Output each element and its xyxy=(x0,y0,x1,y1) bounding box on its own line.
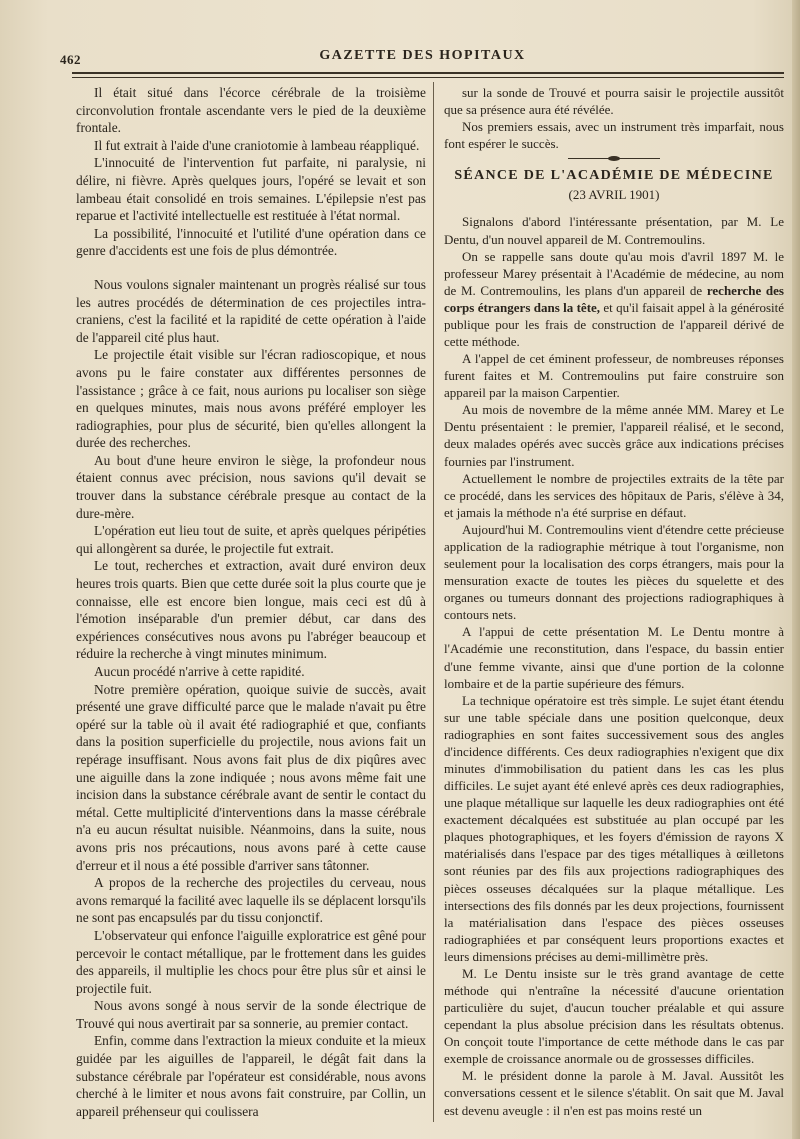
paragraph: Il fut extrait à l'aide d'une craniotomie à lambeau réappliqué. xyxy=(94,137,420,153)
paragraph: Aujourd'hui M. Contremoulins vient d'étendre cette précieuse application de la radiographie métrique à tout l'organisme, non seulement pour la localisation des corps étrangers, mais pour la mensuration exacte de toutes les pièces du squelette et des organes ou tumeurs donnant des projections radiographiques à contours nets. xyxy=(444,521,784,623)
paragraph: Actuellement le nombre de projectiles extraits de la tête par ce procédé, dans les services des hôpitaux de Paris, s'élève à 34, et jamais la méthode n'a été surprise en défaut. xyxy=(444,470,784,520)
paragraph: Notre première opération, quoique suivie de succès, avait présenté une grave difficulté parce que le malade n'avait pu être opéré sur la table où il avait été radiographié et que, confiants dans la position superficielle du projectile, nous avions fait un repérage insuffisant. Nous avons fait plus de dix piqûres avec une aiguille dans la zone indiquée ; nous avons même fait une incision dans la substance cérébrale avant de sentir le contact du métal. Cette multiplicité d'interventions dans la masse cérébrale n'a eu aucun résultat nuisible. Néanmoins, dans la suite, nous avons pris nos précautions, nous avons paré à cette cause d'erreur et il nous a été possible d'arriver sans tâtonner. xyxy=(76,681,426,873)
paragraph: Au mois de novembre de la même année MM. Marey et Le Dentu présentaient : le premier, l'appareil réalisé, et le second, deux malades opérés avec succès grâce aux indications précises fournies par l'instrument. xyxy=(444,402,784,469)
paragraph: L'opération eut lieu tout de suite, et après quelques péripéties qui allongèrent sa durée, le projectile fut extrait. xyxy=(76,523,426,556)
section-date: (23 AVRIL 1901) xyxy=(568,187,660,203)
paragraph: La possibilité, l'innocuité et l'utilité d'une opération dans ce genre d'accidents est une fois de plus démontrée. xyxy=(76,225,426,259)
paragraph: Le tout, recherches et extraction, avait duré environ deux heures trois quarts. Bien que cette durée soit la plus courte que je connaisse, elle est encore bien longue, mais ceci est dû à l'émotion inséparable d'un premier début, car dans des expériences consécutives nous avons pu l'abréger beaucoup et réduire la recherche à vingt minutes minimum. xyxy=(76,558,426,662)
paragraph: Aucun procédé n'arrive à cette rapidité. xyxy=(94,664,305,679)
left-column xyxy=(76,84,426,1120)
paragraph: A propos de la recherche des projectiles du cerveau, nous avons remarqué la facilité avec laquelle ils se déplacent lorsqu'ils ne sont pas encapsulés par du tissu conjonctif. xyxy=(76,875,426,926)
paragraph: Nous voulons signaler maintenant un progrès réalisé sur tous les autres procédés de détermination de ces projectiles intra-craniens, c'est la facilité et la rapidité de cette opération à l'aide de l'appareil cité plus haut. xyxy=(76,276,426,345)
paragraph: M. le président donne la parole à M. Javal. Aussitôt les conversations cessent et le silence s'établit. On sait que M. Javal est devenu aveugle : il n'en est pas moins resté un xyxy=(444,1068,784,1118)
text-run: et qu'il faisait appel à la générosité publique pour les frais de construction de l'appareil dérivé de cette méthode. xyxy=(444,299,784,350)
paragraph: Le projectile était visible sur l'écran radioscopique, et nous avons pu le faire constater aux différentes personnes de l'assistance ; grâce à ce fait, nous aurions pu localiser son siège en quelques minutes, mais nous avons préféré employer les radiographies, pour plus de sécurité, bien qu'elles allongent la durée des recherches. xyxy=(76,347,426,451)
paragraph: A l'appel de cet éminent professeur, de nombreuses réponses furent faites et M. Contremoulins put faire construire son appareil par la maison Carpentier. xyxy=(444,351,784,401)
paragraph: La technique opératoire est très simple. Le sujet étant étendu sur une table spéciale dans une position quelconque, deux radiographies en sont faites successivement sous des angles d'incidence différents. Ces deux radiographies n'exigent que dix minutes d'immobilisation du patient dans les cas les plus difficiles. Le sujet ayant été enlevé après ces deux radiographies, une plaque métallique sur laquelle les deux radiographies ont été exactement décalquées est substituée au plan occupé par les plaques photographiques, et les foyers d'émission de rayons X matérialisés dans l'espace par des tiges métalliques à œilletons sont réunies par des fils aux projections radiographiques des pièces osseuses décalquées sur la plaque métallique. Les intersections des fils donnés par les deux projections, fournissent la matérialisation dans l'espace des pièces osseuses radiographiées et par conséquent leurs proportions exactes et leurs dimensions précises au demi-millimètre près. xyxy=(444,692,784,964)
paragraph: Nous avons songé à nous servir de la sonde électrique de Trouvé qui nous avertirait par sa sonnerie, au premier contact. xyxy=(76,998,426,1031)
paragraph: Il était situé dans l'écorce cérébrale de la troisième circonvolution frontale ascendante vers le pied de la deuxième frontale. xyxy=(76,85,426,136)
paragraph xyxy=(444,248,784,350)
paragraph: L'innocuité de l'intervention fut parfaite, ni paralysie, ni délire, ni fièvre. Après quelques jours, l'opéré se levait et son lambeau était consolidé en trois semaines. L'épilepsie n'est pas reparue et l'activité intellectuelle est restituée à l'état normal. xyxy=(76,155,426,224)
text-run: On se rappelle sans doute qu'au mois d'avril 1897 M. le professeur Marey présentait à l'Académie de médecine, au nom de M. Contremoulins, les plans d'un appareil de xyxy=(444,248,784,298)
column-divider xyxy=(433,82,434,1122)
page-header xyxy=(60,44,785,68)
page-number: 462 xyxy=(60,52,81,67)
paragraph: M. Le Dentu insiste sur le très grand avantage de cette méthode qui n'entraîne la nécessité d'aucune orientation particulière du sujet, d'aucun toucher préalable et qui assure cependant la plus absolue précision dans les résultats obtenus. On conçoit toute l'importance de cette méthode dans le cas par exemple de croissance anormale ou de grossesses difficiles. xyxy=(444,965,784,1067)
paragraph: Au bout d'une heure environ le siège, la profondeur nous étaient connus avec précision, nous savions qu'il devait se trouver dans la substance cérébrale presque au contact de la dure-mère. xyxy=(76,452,426,521)
journal-title: GAZETTE DES HOPITAUX xyxy=(319,48,526,63)
header-rule-thick xyxy=(72,72,784,74)
header-rule-thin xyxy=(72,77,784,78)
paragraph: Enfin, comme dans l'extraction la mieux conduite et la mieux guidée par les aiguilles de l'appareil, le dégât fait dans la substance cérébrale par l'opérateur est considérable, nous avons cherché à le limiter et nous avons fait construire, par Collin, un appareil préhenseur qui coulissera xyxy=(76,1033,426,1119)
paragraph: Signalons d'abord l'intéressante présentation, par M. Le Dentu, d'un nouvel appareil de M. Contremoulins. xyxy=(444,214,784,247)
paragraph: sur la sonde de Trouvé et pourra saisir le projectile aussitôt que sa présence aura été révélée. xyxy=(444,85,784,118)
paragraph: L'observateur qui enfonce l'aiguille exploratrice est gêné pour percevoir le contact métallique, par le frottement dans les guides des appareils, il multiplie les chocs pour être plus sûr et ainsi le projectile fuit. xyxy=(76,927,426,996)
page-binding-edge xyxy=(792,0,800,1139)
bold-phrase: recherche des corps étrangers dans la tête, xyxy=(444,282,784,315)
paragraph: Nos premiers essais, avec un instrument très imparfait, nous font espérer le succès. xyxy=(444,119,784,152)
section-title: SÉANCE DE L'ACADÉMIE DE MÉDECINE xyxy=(454,168,774,184)
right-column xyxy=(444,84,784,1119)
paragraph: A l'appui de cette présentation M. Le Dentu montre à l'Académie une reconstitution, dans l'espace, du bassin entier d'une femme vivante, ainsi que d'une portion de la colonne lombaire et de la partie supérieure des fémurs. xyxy=(444,624,784,691)
section-separator xyxy=(568,158,660,159)
